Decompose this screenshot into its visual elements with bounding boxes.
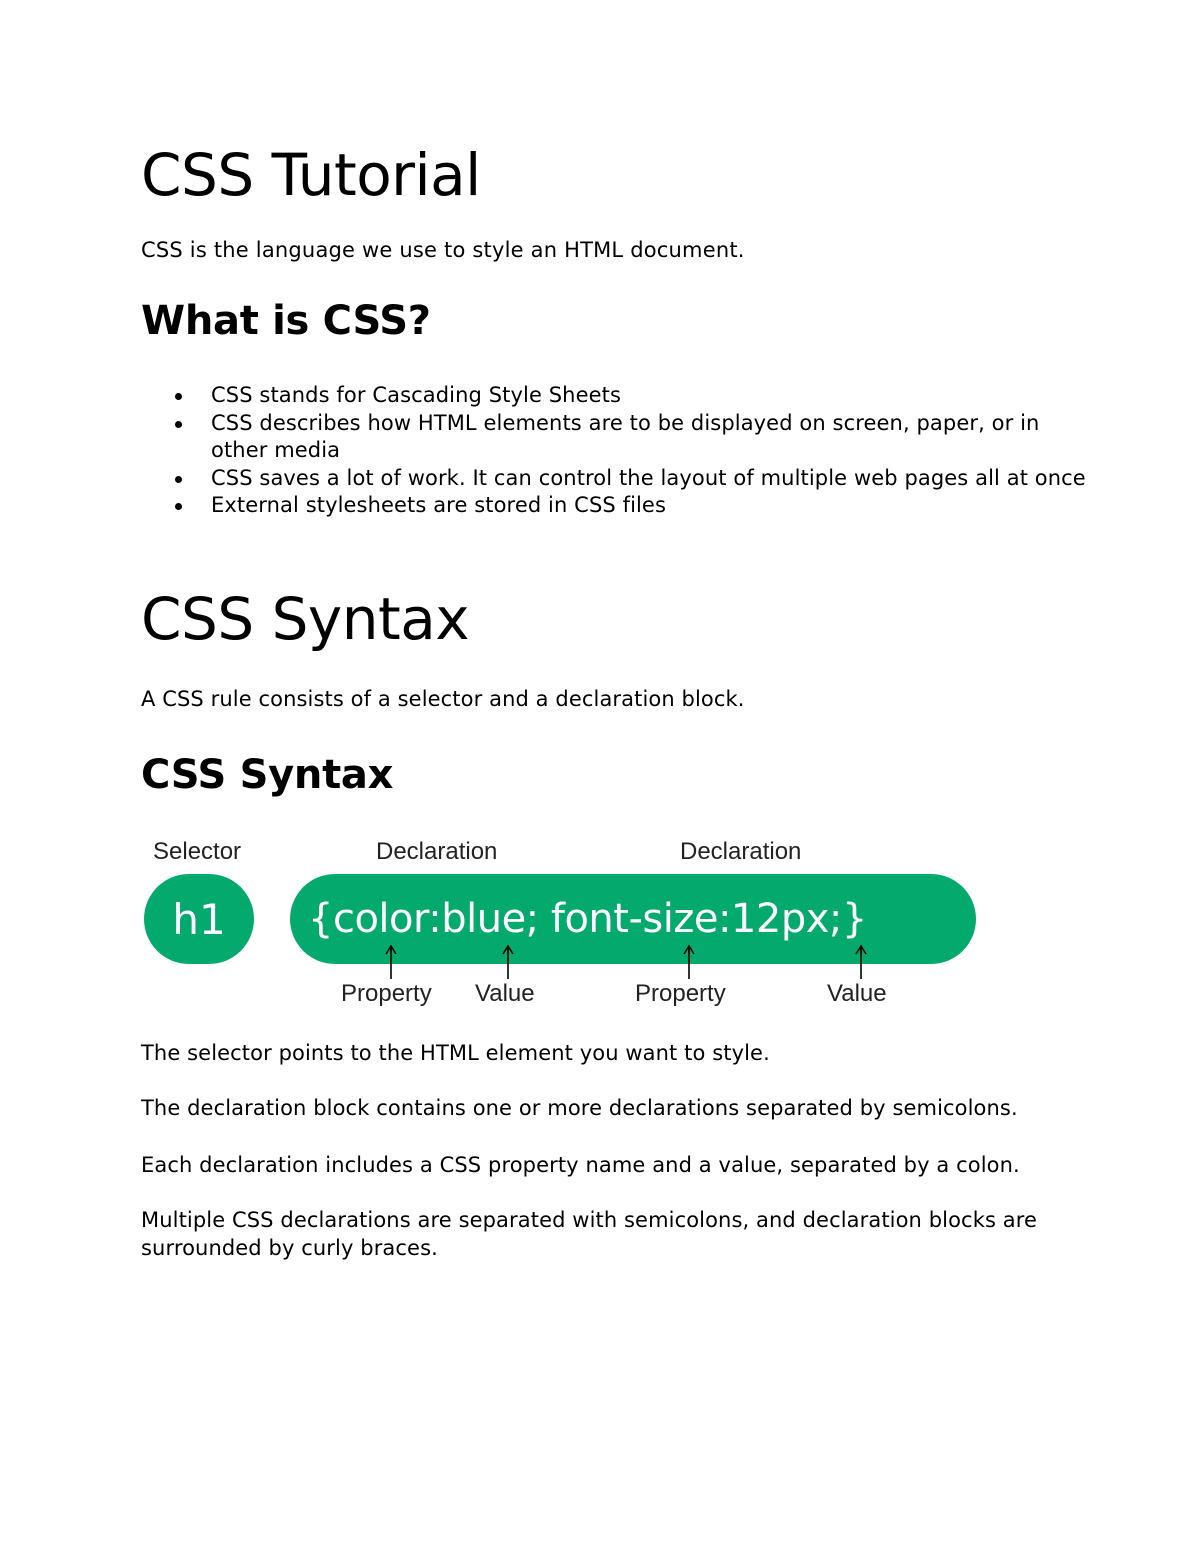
property-label-2: Property <box>635 980 726 1007</box>
paragraph-multiple-declarations: Multiple CSS declarations are separated with semicolons, and declaration blocks are surrounded by curly braces. <box>141 1208 1038 1260</box>
selector-pill <box>144 874 254 964</box>
arrow-up-icon <box>383 944 399 980</box>
declaration-label-1: Declaration <box>376 838 498 865</box>
list-item: External stylesheets are stored in CSS files <box>141 492 1101 520</box>
declaration-label-2: Declaration <box>680 838 802 865</box>
css-bullet-list <box>141 382 1101 520</box>
css-rule-description: A CSS rule consists of a selector and a declaration block. <box>141 687 745 711</box>
arrow-up-icon <box>681 944 697 980</box>
arrow-up-icon <box>853 944 869 980</box>
css-syntax-diagram <box>141 830 1101 1020</box>
value-label-1: Value <box>475 980 535 1007</box>
what-is-css-heading: What is CSS? <box>141 298 431 344</box>
paragraph-selector: The selector points to the HTML element you want to style. <box>141 1041 770 1065</box>
selector-label: Selector <box>153 838 242 865</box>
css-syntax-title: CSS Syntax <box>141 585 470 653</box>
arrow-up-icon <box>500 944 516 980</box>
paragraph-declaration-block: The declaration block contains one or more declarations separated by semicolons. <box>141 1096 1018 1120</box>
bullet-icon <box>175 421 182 428</box>
intro-text: CSS is the language we use to style an HTML document. <box>141 238 745 262</box>
property-label-1: Property <box>341 980 432 1007</box>
list-item: CSS stands for Cascading Style Sheets <box>141 382 1101 410</box>
paragraph-declaration: Each declaration includes a CSS property name and a value, separated by a colon. <box>141 1153 1020 1177</box>
declaration-code: {color:blue; font-size:12px;} <box>308 896 867 942</box>
list-item: CSS saves a lot of work. It can control the layout of multiple web pages all at once <box>141 465 1101 493</box>
bullet-icon <box>175 393 182 400</box>
value-label-2: Value <box>827 980 887 1007</box>
css-syntax-heading: CSS Syntax <box>141 752 394 798</box>
list-item: CSS describes how HTML elements are to be displayed on screen, paper, or in other media <box>141 410 1101 465</box>
page-title: CSS Tutorial <box>141 141 481 209</box>
selector-code: h1 <box>172 894 226 944</box>
bullet-icon <box>175 476 182 483</box>
bullet-icon <box>175 503 182 510</box>
